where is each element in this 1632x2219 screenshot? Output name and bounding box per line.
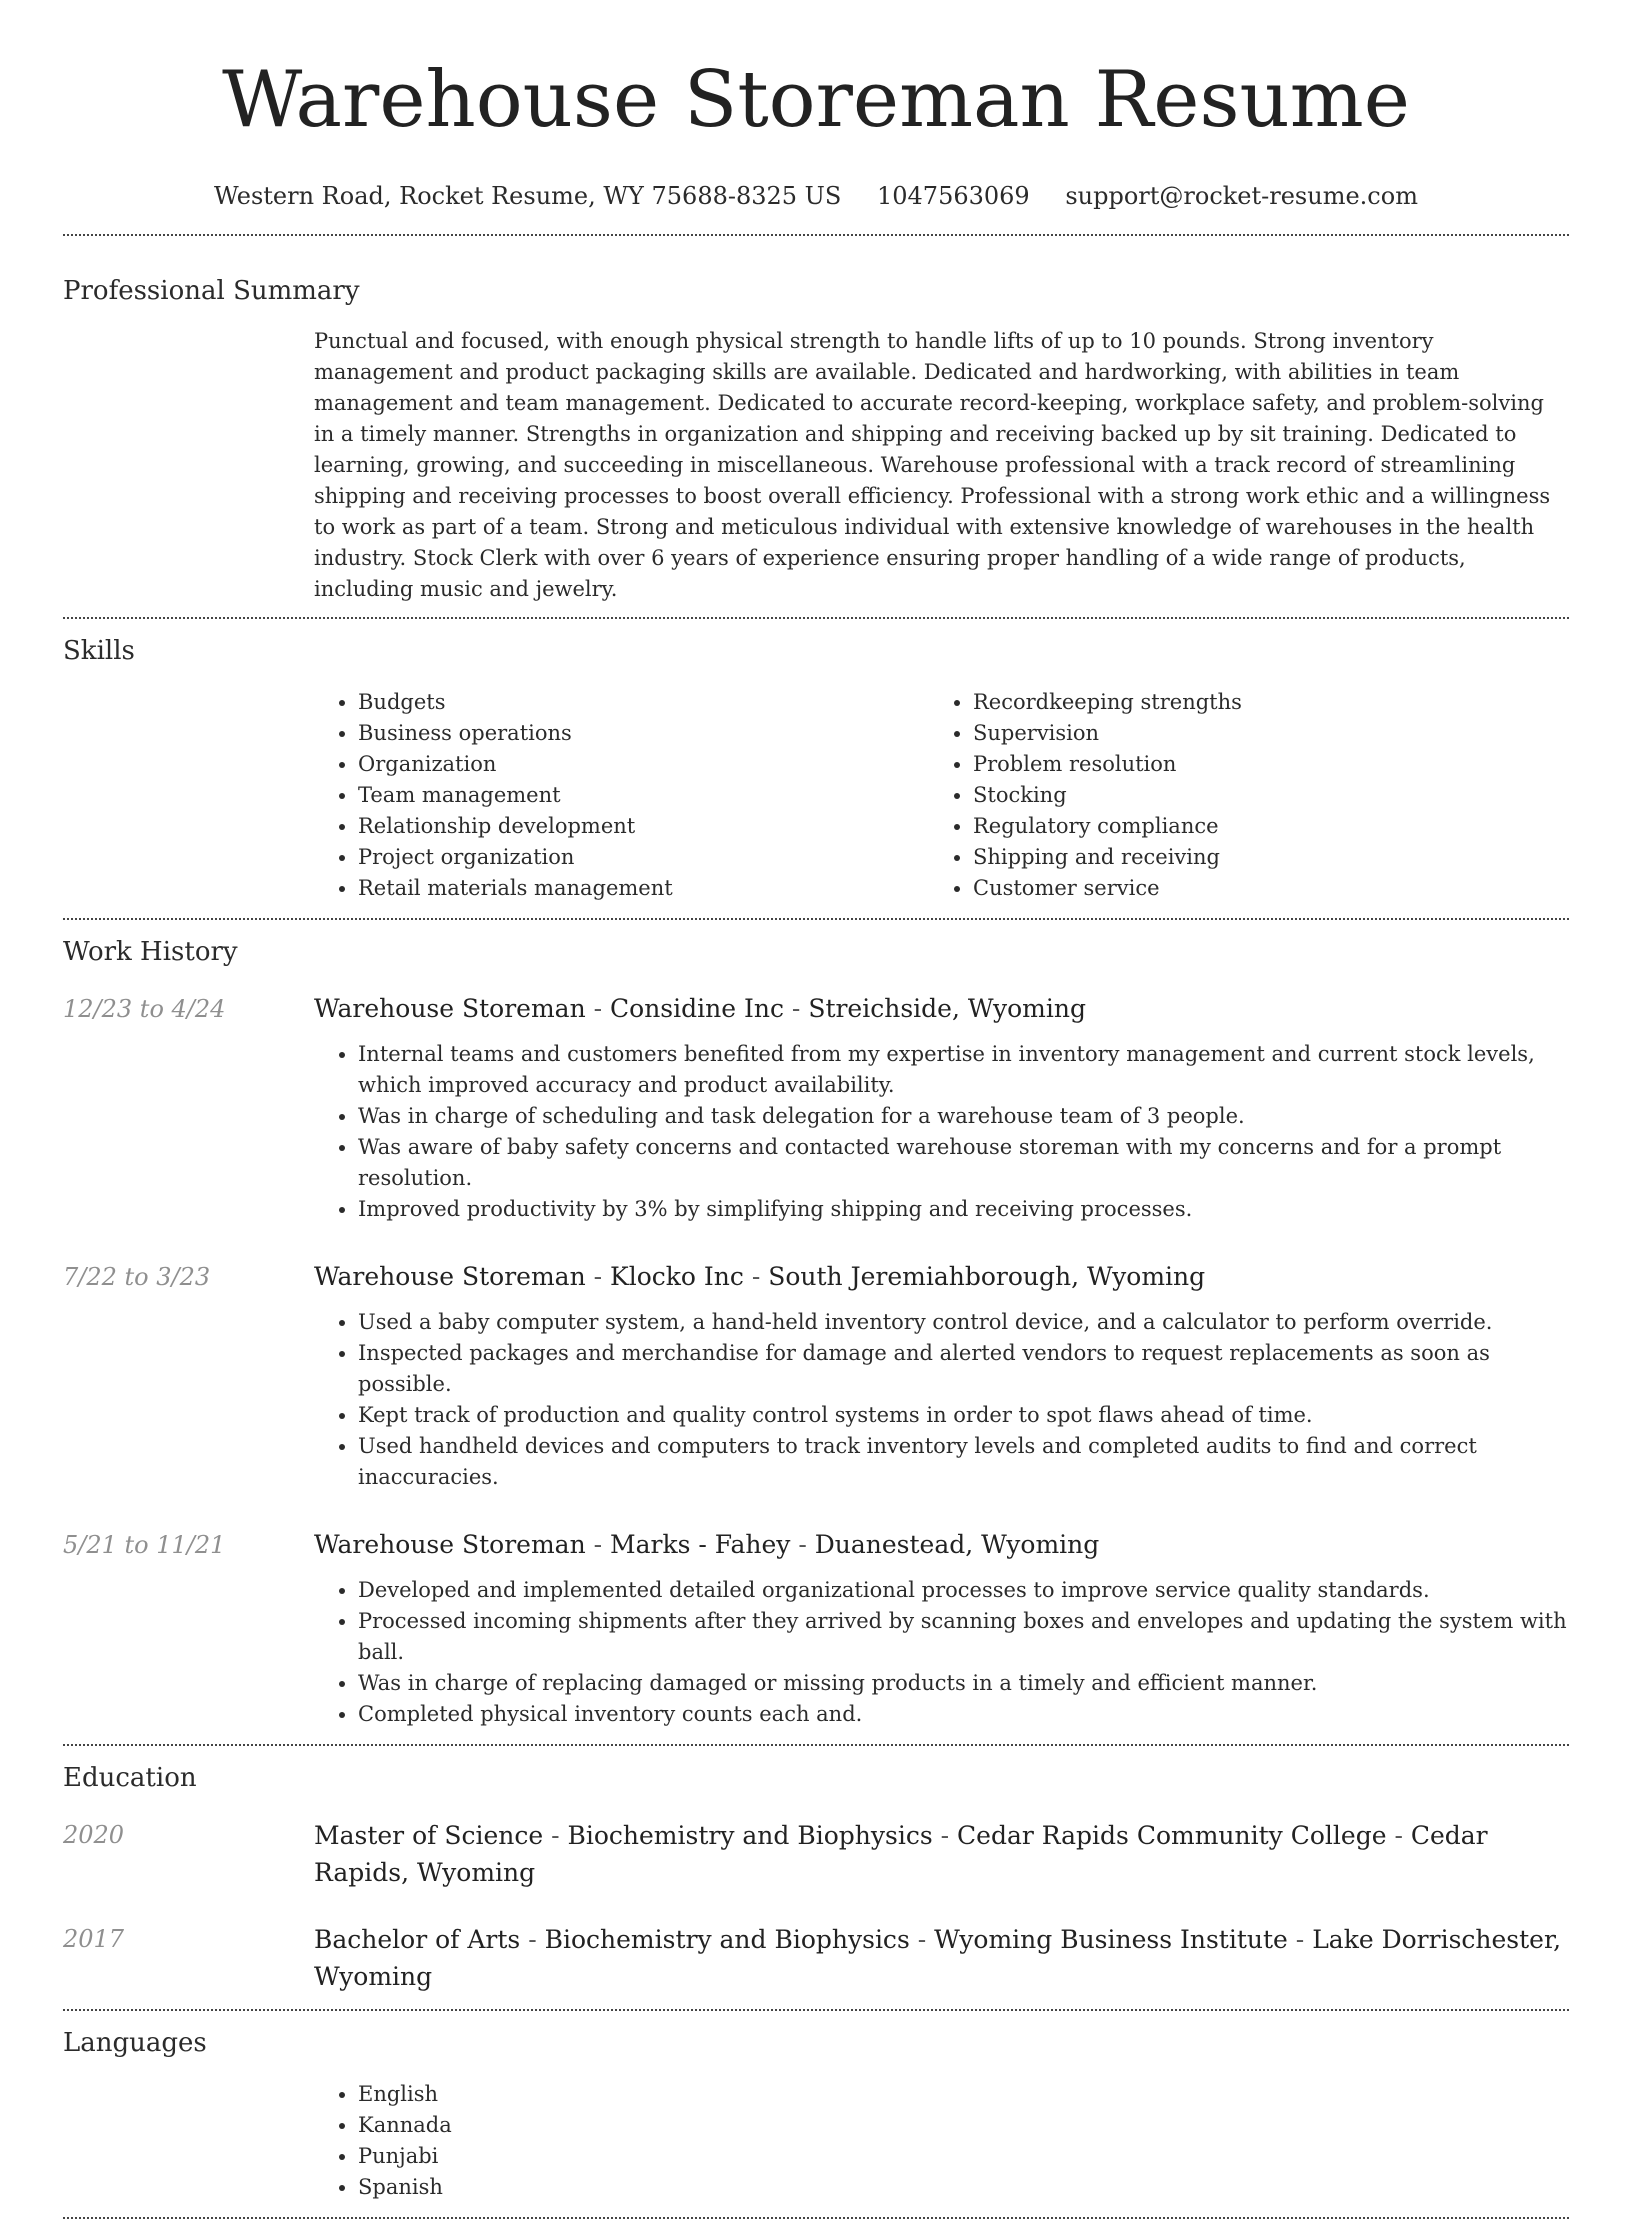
job-location: Streichside, Wyoming xyxy=(808,994,1086,1023)
job-bullet: • Was in charge of scheduling and task delegation for a warehouse team of 3 people. xyxy=(358,1101,1569,1132)
job-body xyxy=(314,1259,1569,1493)
education-degree: Bachelor of Arts xyxy=(314,1925,521,1954)
job-bullet: • Used handheld devices and computers to track inventory levels and completed audits to find and correct inaccuracies. xyxy=(358,1431,1569,1493)
job-title: Warehouse Storeman xyxy=(314,994,586,1023)
job-entry xyxy=(63,991,1569,1225)
skill-item: • Supervision xyxy=(973,718,1544,749)
job-title: Warehouse Storeman xyxy=(314,1530,586,1559)
section-heading-languages: Languages xyxy=(63,2028,207,2058)
skill-item: • Recordkeeping strengths xyxy=(973,687,1544,718)
skills-column-left xyxy=(314,687,929,904)
job-bullet: • Used a baby computer system, a hand-held inventory control device, and a calculator to perform override. xyxy=(358,1307,1569,1338)
skill-item: • Business operations xyxy=(358,718,929,749)
language-item: • English xyxy=(358,2079,1569,2110)
skill-item: • Team management xyxy=(358,780,929,811)
resume-header xyxy=(0,0,1632,212)
education-heading: Bachelor of Arts - Biochemistry and Biophysics - Wyoming Business Institute - Lake Dorrischester, Wyoming xyxy=(314,1925,1562,1991)
job-entry xyxy=(63,1259,1569,1493)
job-company: Marks - Fahey xyxy=(610,1530,791,1559)
education-entry xyxy=(63,1921,1569,1995)
job-heading: Warehouse Storeman - Considine Inc - Streichside, Wyoming xyxy=(314,994,1086,1023)
job-bullet: • Was in charge of replacing damaged or missing products in a timely and efficient manner. xyxy=(358,1668,1569,1699)
job-dates: 5/21 to 11/21 xyxy=(63,1531,226,1559)
education-heading: Master of Science - Biochemistry and Biophysics - Cedar Rapids Community College - Cedar Rapids, Wyoming xyxy=(314,1821,1488,1887)
job-bullet: • Developed and implemented detailed organizational processes to improve service quality standards. xyxy=(358,1575,1569,1606)
education-school: Wyoming Business Institute xyxy=(934,1925,1288,1954)
skills-column-right xyxy=(929,687,1544,904)
job-company: Considine Inc xyxy=(610,994,784,1023)
languages-list xyxy=(314,2079,1569,2203)
job-bullet: • Internal teams and customers benefited from my expertise in inventory management and current stock levels, which improved accuracy and product availability. xyxy=(358,1039,1569,1101)
skill-item: • Budgets xyxy=(358,687,929,718)
contact-email[interactable]: support@rocket-resume.com xyxy=(1065,182,1418,210)
languages-section xyxy=(0,2011,1632,2203)
skill-item: • Shipping and receiving xyxy=(973,842,1544,873)
job-bullet: • Improved productivity by 3% by simplifying shipping and receiving processes. xyxy=(358,1194,1569,1225)
job-bullet: • Processed incoming shipments after they arrived by scanning boxes and envelopes and updating the system with ball. xyxy=(358,1606,1569,1668)
skill-item: • Problem resolution xyxy=(973,749,1544,780)
section-heading-summary: Professional Summary xyxy=(63,276,360,306)
job-heading: Warehouse Storeman - Klocko Inc - South Jeremiahborough, Wyoming xyxy=(314,1262,1206,1291)
professional-summary-section xyxy=(0,236,1632,605)
education-degree: Master of Science xyxy=(314,1821,544,1850)
job-dates: 12/23 to 4/24 xyxy=(63,995,226,1023)
job-bullet: • Kept track of production and quality control systems in order to spot flaws ahead of time. xyxy=(358,1400,1569,1431)
skill-item: • Customer service xyxy=(973,873,1544,904)
contact-phone: 1047563069 xyxy=(876,182,1030,210)
resume-title: Warehouse Storeman Resume xyxy=(222,55,1410,145)
language-item: • Spanish xyxy=(358,2172,1569,2203)
job-title: Warehouse Storeman xyxy=(314,1262,586,1291)
skill-item: • Regulatory compliance xyxy=(973,811,1544,842)
job-bullets xyxy=(314,1575,1569,1730)
education-year: 2017 xyxy=(63,1925,125,1953)
education-year: 2020 xyxy=(63,1821,125,1849)
contact-line xyxy=(0,180,1632,212)
job-bullets xyxy=(314,1307,1569,1493)
job-body xyxy=(314,1527,1569,1730)
education-body xyxy=(314,1921,1569,1995)
education-entry xyxy=(63,1817,1569,1891)
job-bullet: • Inspected packages and merchandise for damage and alerted vendors to request replacements as soon as possible. xyxy=(358,1338,1569,1400)
job-bullet: • Was aware of baby safety concerns and contacted warehouse storeman with my concerns and for a prompt resolution. xyxy=(358,1132,1569,1194)
skill-item: • Organization xyxy=(358,749,929,780)
education-school: Cedar Rapids Community College xyxy=(957,1821,1387,1850)
skills-columns xyxy=(314,687,1569,904)
job-body xyxy=(314,991,1569,1225)
education-location: Lake Dorrischester, Wyoming xyxy=(314,1925,1562,1991)
education-section xyxy=(0,1746,1632,1995)
job-bullets xyxy=(314,1039,1569,1225)
job-heading: Warehouse Storeman - Marks - Fahey - Duanestead, Wyoming xyxy=(314,1530,1100,1559)
work-history-section xyxy=(0,920,1632,1730)
job-company: Klocko Inc xyxy=(610,1262,744,1291)
skill-item: • Relationship development xyxy=(358,811,929,842)
skill-item: • Stocking xyxy=(973,780,1544,811)
job-bullet: • Completed physical inventory counts each and. xyxy=(358,1699,1569,1730)
language-item: • Kannada xyxy=(358,2110,1569,2141)
job-location: South Jeremiahborough, Wyoming xyxy=(768,1262,1206,1291)
skills-section xyxy=(0,619,1632,904)
skill-item: • Project organization xyxy=(358,842,929,873)
summary-text: Punctual and focused, with enough physical strength to handle lifts of up to 10 pounds. Strong inventory management and product packaging skills are available. Dedicated and hardworking, with abilities in team management and team management. Dedicated to accurate record-keeping, workplace safety, and problem-solving in a timely manner. Strengths in organization and shipping and receiving backed up by sit training. Dedicated to learning, growing, and succeeding in miscellaneous. Warehouse professional with a track record of streamlining shipping and receiving processes to boost overall efficiency. Professional with a strong work ethic and a willingness to work as part of a team. Strong and meticulous individual with extensive knowledge of warehouses in the health industry. Stock Clerk with over 6 years of experience ensuring proper handling of a wide range of products, including music and jewelry. xyxy=(314,329,1551,601)
education-location: Cedar Rapids, Wyoming xyxy=(314,1821,1488,1887)
education-field: Biochemistry and Biophysics xyxy=(567,1821,933,1850)
job-entry xyxy=(63,1527,1569,1730)
skill-item: • Retail materials management xyxy=(358,873,929,904)
language-item: • Punjabi xyxy=(358,2141,1569,2172)
education-field: Biochemistry and Biophysics xyxy=(544,1925,910,1954)
contact-address: Western Road, Rocket Resume, WY 75688-8325 US xyxy=(214,182,842,210)
job-dates: 7/22 to 3/23 xyxy=(63,1263,211,1291)
section-heading-skills: Skills xyxy=(63,636,135,666)
section-heading-work-history: Work History xyxy=(63,937,238,967)
section-heading-education: Education xyxy=(63,1763,197,1793)
education-body xyxy=(314,1817,1569,1891)
job-location: Duanestead, Wyoming xyxy=(814,1530,1100,1559)
